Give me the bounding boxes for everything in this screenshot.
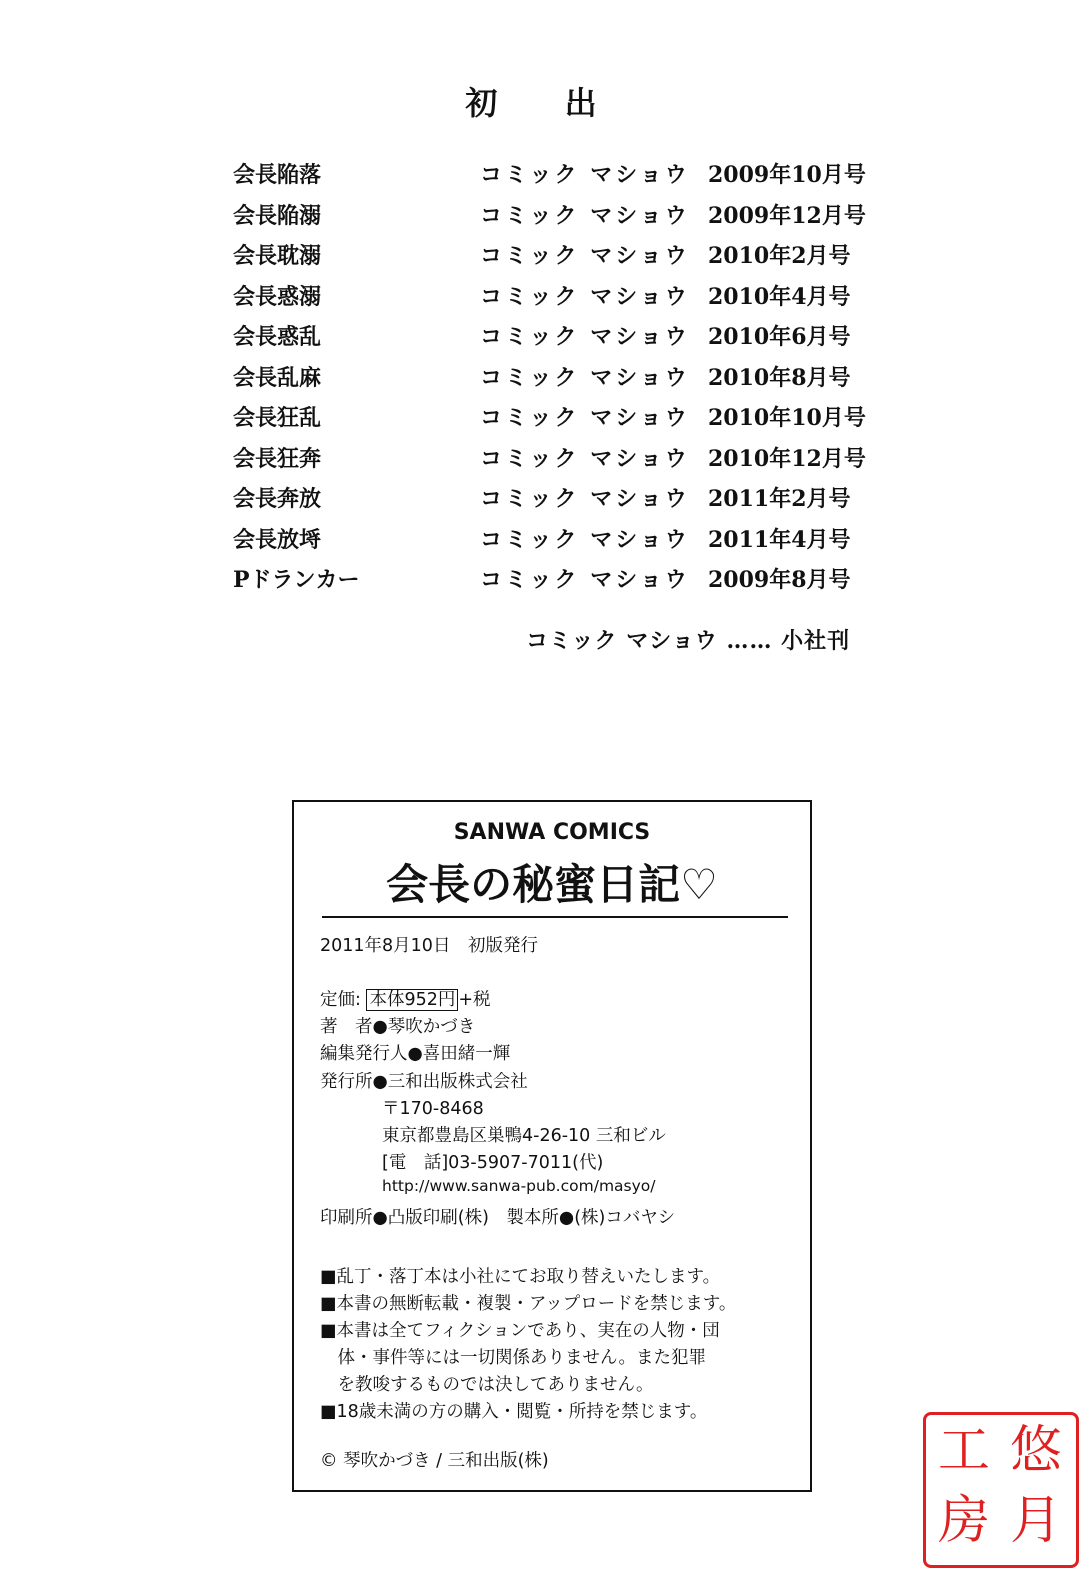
price-label: 定価: — [320, 990, 361, 1010]
price-box: 本体952円 — [366, 989, 458, 1011]
postal-code: 〒170-8468 — [382, 1099, 484, 1119]
story-title: 会長放埓 — [233, 526, 322, 553]
notice-line: を教唆するものでは決してありません。 — [320, 1375, 654, 1395]
magazine-name: コミック マショウ — [480, 283, 690, 310]
story-title: 会長耽溺 — [233, 243, 322, 269]
issue-date: 2009年12月号 — [708, 202, 866, 229]
magazine-name: コミック マショウ — [480, 445, 690, 472]
issue-date: 2010年4月号 — [708, 283, 851, 310]
seal-char: 房 — [938, 1491, 991, 1551]
issue-date: 2010年8月号 — [708, 364, 851, 391]
story-title: 会長惑溺 — [233, 283, 322, 310]
magazine-name: コミック マショウ — [480, 486, 690, 512]
magazine-name: コミック マショウ — [480, 364, 690, 391]
website-url: http://www.sanwa-pub.com/masyo/ — [382, 1177, 656, 1195]
colophon-box — [292, 800, 812, 1492]
magazine-name: コミック マショウ — [480, 567, 690, 593]
list-item — [0, 320, 1080, 360]
story-title: 会長乱麻 — [233, 364, 322, 391]
price — [320, 986, 491, 1011]
seal-char: 工 — [938, 1421, 991, 1481]
magazine-name: コミック マショウ — [480, 202, 690, 229]
issue-date: 2010年10月号 — [708, 405, 866, 431]
magazine-name: コミック マショウ — [480, 526, 690, 553]
list-item — [0, 199, 1080, 239]
notice-line: ■本書は全てフィクションであり、実在の人物・団 — [320, 1321, 720, 1341]
book-title: 会長の秘蜜日記♡ — [386, 860, 718, 909]
notice-line: 体・事件等には一切関係ありません。また犯罪 — [320, 1348, 707, 1368]
list-item — [0, 401, 1080, 441]
copyright: © 琴吹かづき / 三和出版(株) — [320, 1451, 549, 1471]
story-title: 会長狂奔 — [233, 445, 322, 472]
story-title: 会長陥溺 — [233, 202, 322, 229]
notice-line: ■本書の無断転載・複製・アップロードを禁じます。 — [320, 1294, 737, 1314]
story-title: 会長狂乱 — [233, 405, 322, 431]
editor: 編集発行人●喜田緒一輝 — [320, 1044, 511, 1064]
list-item — [0, 361, 1080, 401]
author: 著 者●琴吹かづき — [320, 1017, 476, 1037]
issue-date: 2010年12月号 — [708, 445, 866, 472]
phone: [電 話]03-5907-7011(代) — [382, 1153, 604, 1173]
magazine-name: コミック マショウ — [480, 243, 690, 269]
issue-date: 2011年4月号 — [708, 526, 851, 553]
story-title: 会長惑乱 — [233, 324, 322, 350]
publisher-note: コミック マショウ …… 小社刊 — [526, 628, 851, 654]
issue-date: 2009年10月号 — [708, 162, 866, 188]
publication-date: 2011年8月10日 初版発行 — [320, 936, 538, 956]
section-heading: 初 出 — [465, 84, 625, 122]
list-item — [0, 280, 1080, 320]
seal-char: 月 — [1010, 1491, 1063, 1551]
list-item — [0, 523, 1080, 563]
story-title: 会長陥落 — [233, 162, 322, 188]
list-item — [0, 482, 1080, 522]
divider — [322, 916, 788, 918]
seal-stamp — [923, 1412, 1079, 1568]
magazine-name: コミック マショウ — [480, 405, 690, 431]
story-title: 会長奔放 — [233, 486, 322, 512]
seal-char: 悠 — [1010, 1421, 1063, 1481]
price-tax: +税 — [458, 990, 491, 1010]
list-item — [0, 158, 1080, 198]
notice-line: ■18歳未満の方の購入・閲覧・所持を禁じます。 — [320, 1402, 708, 1422]
notice-line: ■乱丁・落丁本は小社にてお取り替えいたします。 — [320, 1267, 721, 1287]
magazine-name: コミック マショウ — [480, 324, 690, 350]
address: 東京都豊島区巣鴨4-26-10 三和ビル — [382, 1126, 666, 1146]
issue-date: 2011年2月号 — [708, 486, 851, 512]
magazine-name: コミック マショウ — [480, 162, 690, 188]
series-name: SANWA COMICS — [453, 820, 651, 845]
issue-date: 2010年2月号 — [708, 243, 851, 269]
issue-date: 2010年6月号 — [708, 324, 851, 350]
story-title: Pドランカー — [233, 567, 360, 593]
issue-date: 2009年8月号 — [708, 567, 851, 593]
list-item — [0, 239, 1080, 279]
publisher: 発行所●三和出版株式会社 — [320, 1072, 528, 1092]
printer: 印刷所●凸版印刷(株) 製本所●(株)コバヤシ — [320, 1208, 676, 1228]
list-item — [0, 442, 1080, 482]
list-item — [0, 563, 1080, 603]
